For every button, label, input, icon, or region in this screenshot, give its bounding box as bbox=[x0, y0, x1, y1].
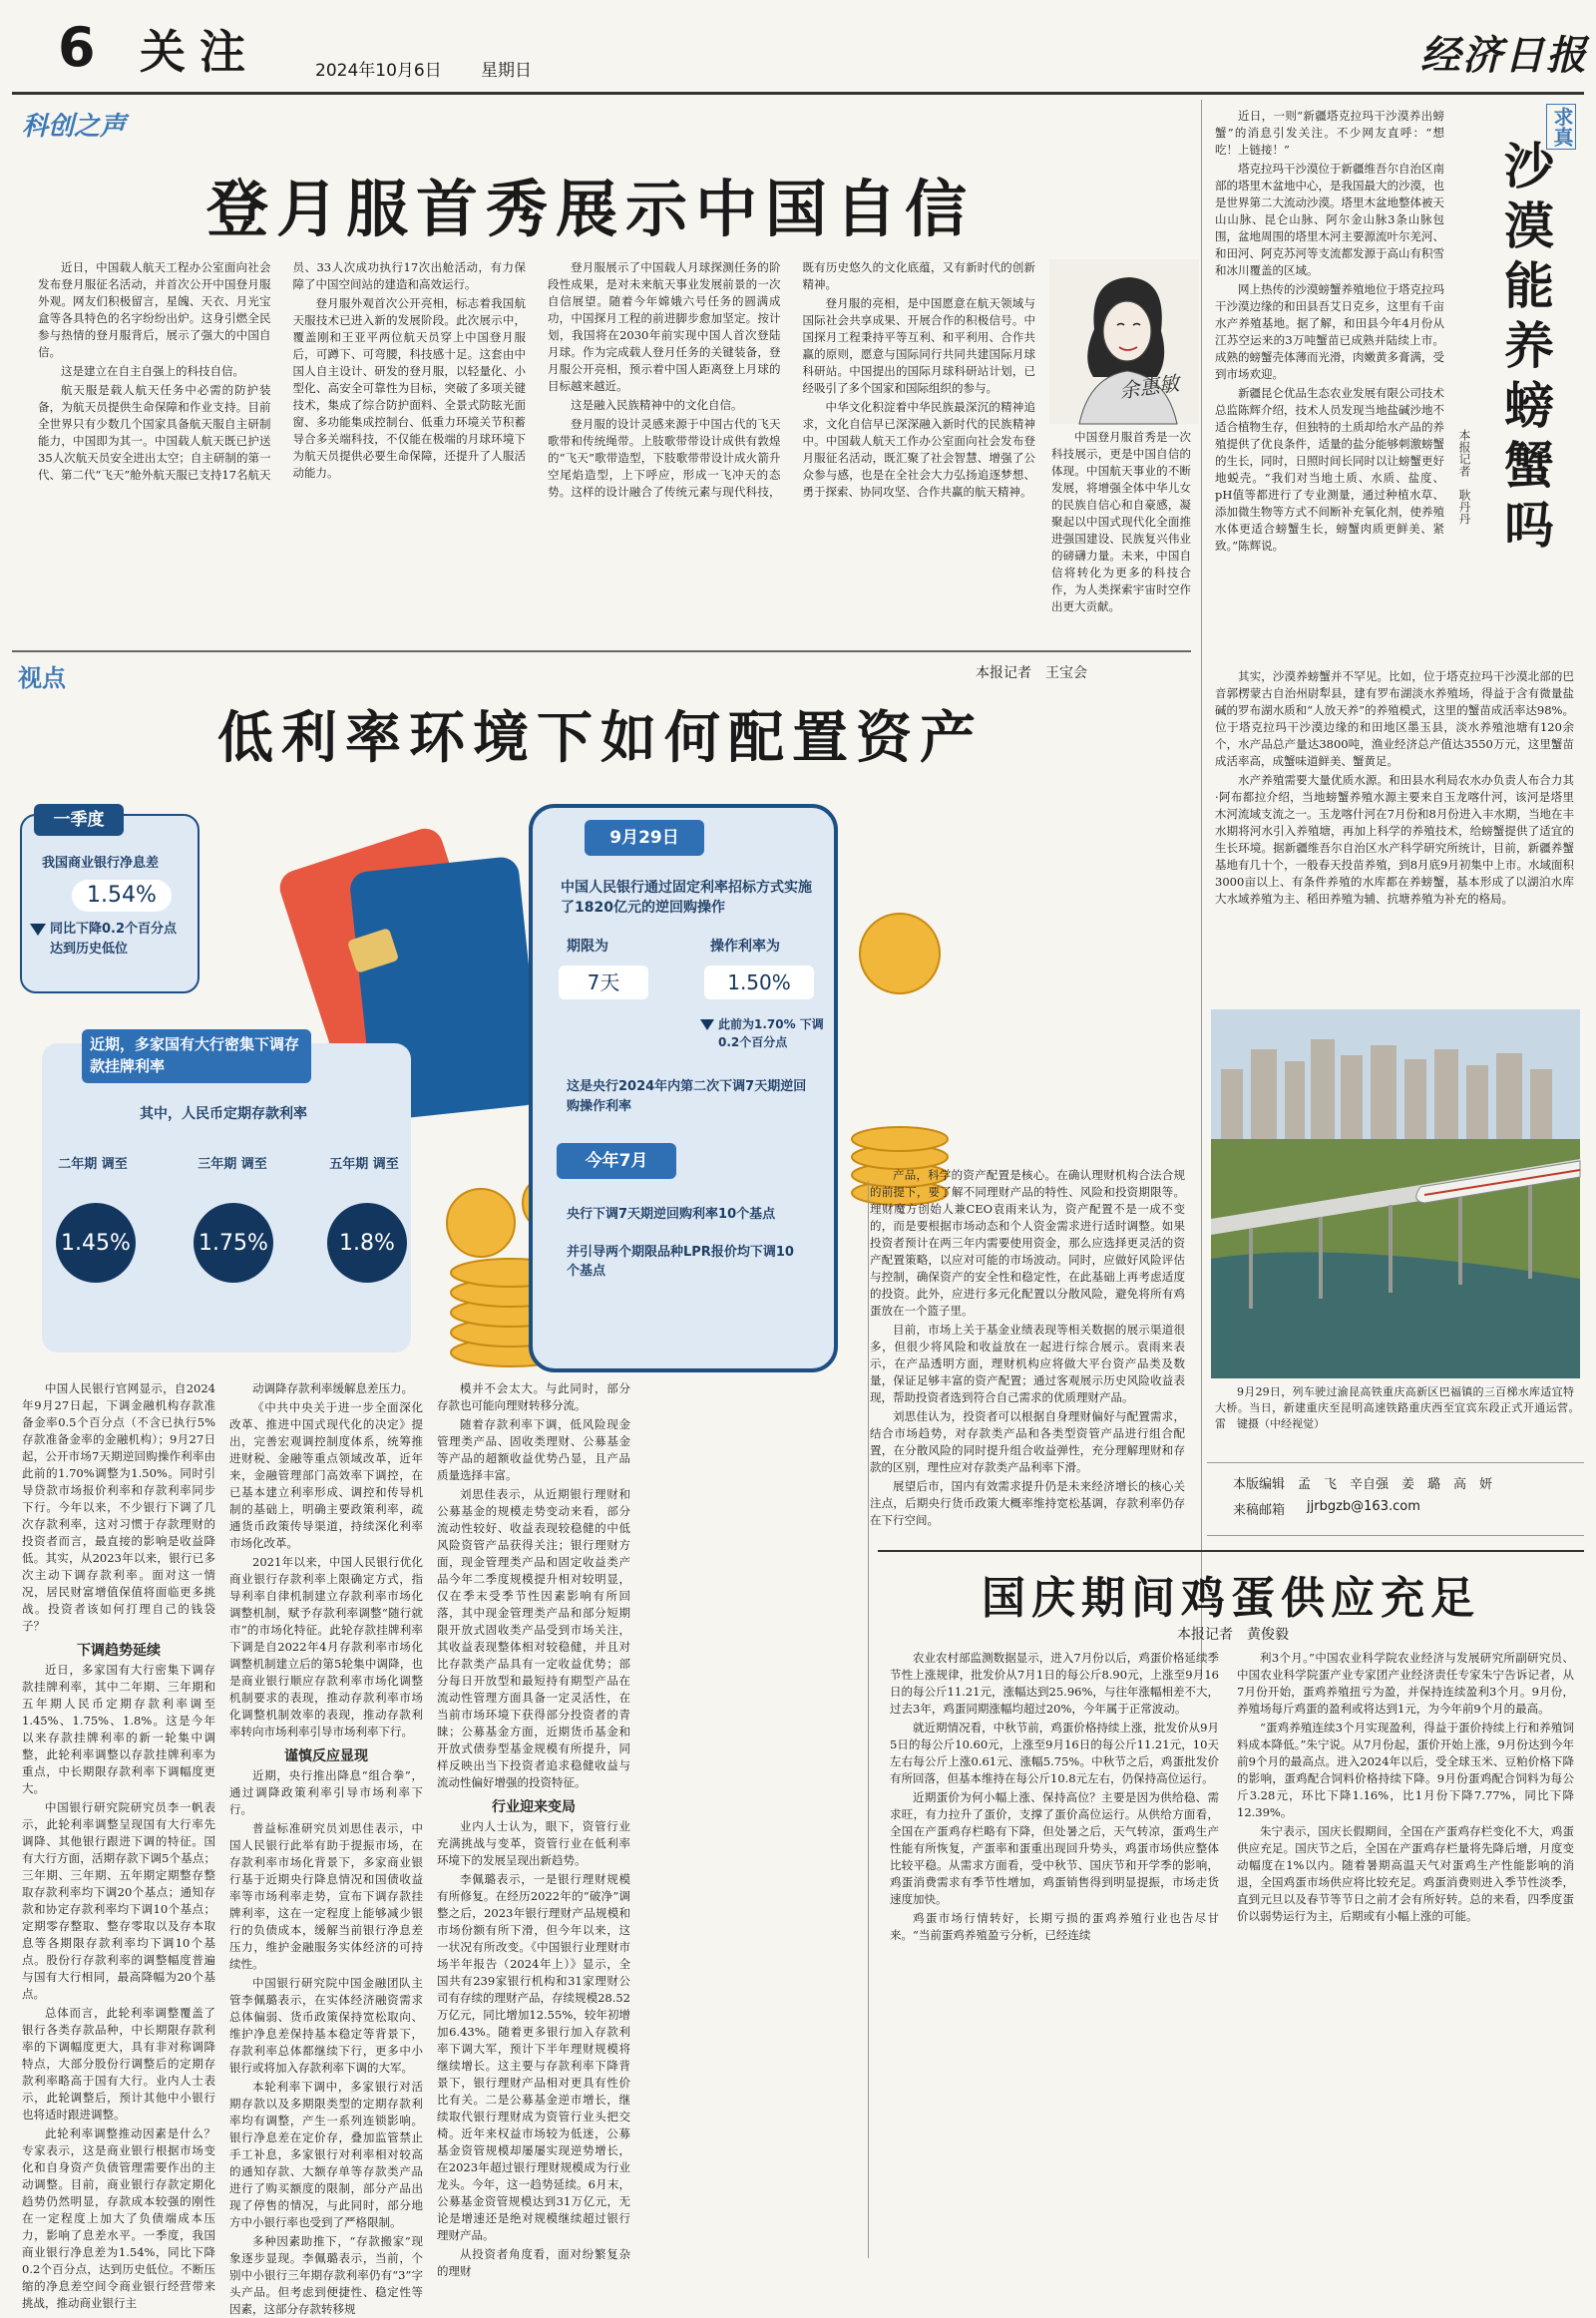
issue-date: 2024年10月6日 bbox=[315, 61, 442, 81]
author-signature: 余惠敏 bbox=[1117, 370, 1181, 404]
article2-paragraph: 展望后市，国内有效需求提升仍是未来经济增长的核心关注点，后期央行货币政策大概率维持宽松基调，存款利率仍存在下行空间。 bbox=[870, 1479, 1185, 1527]
article1-paragraph: 这是建立在自主自强上的科技自信。 bbox=[61, 364, 244, 378]
article2-paragraph: 李佩璐表示，一是银行理财规模有所修复。在经历2022年的“破净”调整之后，2023年银行理财产品规模和市场份额有所下滑，但今年以来，这一状况有所改变。《中国银行业理财市场半年报告（2024年上）》显示，全国共有239家银行机构和31家理财公司有存续的理财产品，存续规模28.52万亿元，同比增加12.55%，较年初增加6.43%。随着更多银行加入存款利率下调大军，预计下半年理财规模将继续增长。这主要与存款利率下降背景下，银行理财产品相对更具有性价比有关。二是公募基金逆市增长，继续取代银行理财成为资管行业头把交椅。近年来权益市场较为低迷，公募基金资管规模却屡屡实现逆势增长，在2023年超过银行理财规模成为行业龙头。今年，这一趋势延续。6月末，公募基金资管规模达到31万亿元，无论是增速还是绝对规模继续超过银行理财产品。 bbox=[437, 1872, 630, 2242]
article3-paragraph: 网上热传的沙漠螃蟹养殖地位于塔克拉玛干沙漠边缘的和田县吾艾日克乡，这里有千亩水产养殖基地。据了解，和田县今年4月份从江苏空运来的3万吨蟹苗已成熟并陆续上市。成熟的螃蟹壳体薄而光滑，肉嫩黄多膏满，受到市场欢迎。 bbox=[1215, 282, 1444, 381]
q1-note: 同比下降0.2个百分点 达到历史低位 bbox=[50, 922, 178, 957]
article1-paragraph: 登月服的设计灵感来源于中国古代的飞天歌带和传统绳带。上肢歌带带设计成供有敦煌的“飞天”歌带造型，下肢歌带带设计成火箭升空尾焰造型，上下呼应，形成一飞冲天的态势。这样的设计融合了传统元素与现代科技，既有历史悠久的文化底蕴，又有新时代的创新精神。 bbox=[548, 260, 1035, 499]
rate-label-2y: 二年期 调至 bbox=[58, 1157, 128, 1172]
article2-paragraph: 此轮利率调整推动因素是什么？专家表示，这是商业银行根据市场变化和自身资产负债管理需要作出的主动调整。目前，商业银行存款定期化趋势仍然明显，存款成本较强的刚性在一定程度上加大了负债端成本压力，影响了息差水平。一季度，我国商业银行净息差为1.54%，同比下降0.2个百分点，达到历史低位。不断压缩的净息差空间令商业银行经营带来挑战，推动商业银行主 bbox=[22, 2126, 215, 2310]
article4-paragraph: 利3个月。”中国农业科学院农业经济与发展研究所副研究员、中国农业科学院蛋产业专家团产业经济责任专家朱宁告诉记者，从7月份开始，蛋鸡养殖扭亏为盈，并保持连续盈利3个月。9月份，养殖场每斤鸡蛋的盈利或将达到1元，为今年前9个月的最高。 bbox=[1237, 1651, 1574, 1716]
article2-paragraph: 随着存款利率下调，低风险现金管理类产品、固收类理财、公募基金等产品的超额收益优势凸显，且产品质量选择丰富。 bbox=[437, 1417, 630, 1482]
article4-paragraph: 鸡蛋市场行情转好，长期亏损的蛋鸡养殖行业也告尽甘来。“当前蛋鸡养殖盈亏分析，已经连续 bbox=[890, 1911, 1219, 1942]
article2-paragraph: 模并不会太大。与此同时，部分存款也可能向理财转移分流。 bbox=[437, 1381, 630, 1412]
op-rate-note: 此前为1.70% 下调0.2个百分点 bbox=[718, 1017, 824, 1049]
article1-headline: 登月服首秀展示中国自信 bbox=[205, 173, 975, 245]
article2-col2 bbox=[229, 1380, 423, 2316]
submission-email[interactable]: jjrbgzb@163.com bbox=[1307, 1499, 1420, 1514]
article3-body-narrow bbox=[1215, 108, 1444, 676]
article3-paragraph: 其实，沙漠养螃蟹并不罕见。比如，位于塔克拉玛干沙漠北部的巴音郭楞蒙古自治州尉犁县，建有罗布湖淡水养殖场，得益于含有微量盐碱的罗布湖水质和“人放天养”的养殖模式，这里的蟹苗成活率达98%。位于塔克拉玛干沙漠边缘的和田地区墨玉县，淡水养殖池塘有120余个，水产品总产量达3800吨，渔业经济总产值达3550万元，这里蟹苗成活率高，成蟹味道鲜美、蟹黄足。 bbox=[1215, 669, 1574, 768]
article2-paragraph: 近日，多家国有大行密集下调存款挂牌利率，其中二年期、三年期和五年期人民币定期存款利率调至1.45%、1.75%、1.8%。这是今年以来存款挂牌利率的新一轮集中调整，此轮利率调整以存款挂牌利率为重点，中长期限存款利率下调幅度更大。 bbox=[22, 1663, 215, 1795]
column-tag-qiuzhen: 求真 bbox=[1546, 104, 1576, 150]
article2-subhead: 下调趋势延续 bbox=[77, 1643, 161, 1659]
article2-paragraph: 多种因素助推下，“存款搬家”现象逐步显现。李佩璐表示，当前，个别中小银行三年期存款利率仍有“3”字头产品。但考虑到便捷性、稳定性等因素，这部分存款转移规 bbox=[229, 2234, 423, 2316]
article4-paragraph: 朱宁表示，国庆长假期间，全国在产蛋鸡存栏变化不大，鸡蛋供应充足。国庆节之后，全国在产蛋鸡存栏量将先降后增，月度变动幅度在1%以内。随着暑期高温天气对蛋鸡生产性能影响的消退，全国鸡蛋市场供应将比较充足。鸡蛋消费则进入季节性淡季，直到元旦以及春节等节日之前才会有所好转。总的来看，四季度蛋价以弱势运行为主，后期或有小幅上涨的可能。 bbox=[1237, 1824, 1574, 1923]
section-divider bbox=[12, 650, 1191, 652]
article2-byline: 本报记者 王宝会 bbox=[976, 665, 1087, 681]
article-desert-crab bbox=[1207, 100, 1584, 997]
article2-subhead: 行业迎来变局 bbox=[492, 1799, 576, 1815]
article2-paragraph: 刘思佳表示，从近期银行理财和公募基金的规模走势变动来看，部分流动性较好、收益表现较稳健的中低风险资管产品获得关注；银行理财方面，现金管理类产品和固定收益类产品今年二季度规模提升相对较明显，仅在季末受季节性因素影响有所回落，其中现金管理类产品和部分短期限开放式固收类产品受到市场关注，其收益表现整体相对较稳健，并且对比存款类产品具有一定收益优势；部分每日开放型和最短持有期型产品在流动性管理方面具备一定灵活性，在当前市场环境下获得部分投资者的青睐；公募基金方面，近期货币基金和开放式债券型基金规模有所提升，同样反映出当下投资者追求稳健收益与流动性偏好增强的投资特征。 bbox=[437, 1487, 630, 1789]
article3-paragraph: 水产养殖需要大量优质水源。和田县水利局农水办负责人布合力其·阿布都拉介绍，当地螃蟹养殖水源主要来自玉龙喀什河，该河是塔里木河流域支流之一。玉龙喀什河在7月份和8月份进入丰水期，当地在丰水期将河水引入养殖塘，再加上科学的养殖技术，给螃蟹提供了适宜的生长环境。据新疆维吾尔自治区水产科学研究所统计，目前，新疆养蟹基地有几十个，一般春天投苗养殖，到8月底9月初集中上市。水域面积3000亩以上、有条件养殖的水库都在养螃蟹，基本形成了以湖泊水库大水域养殖为主、稻田养殖为辅、抗塘养殖为补充的格局。 bbox=[1215, 773, 1574, 906]
article4-headline: 国庆期间鸡蛋供应充足 bbox=[982, 1573, 1480, 1624]
article1-body-last bbox=[1051, 429, 1191, 658]
article4-paragraph: 就近期情况看，中秋节前，鸡蛋价格持续上涨，批发价从9月5日的每公斤10.60元，上涨至9月16日的每公斤11.21元，10天左右每公斤上涨0.61元、涨幅5.75%。中秋节之后，鸡蛋批发价有所回落，但基本维持在每公斤10.8元左右，仍保持高位运行。 bbox=[890, 1721, 1219, 1785]
down-arrow-icon bbox=[30, 924, 46, 936]
article2-col-divider bbox=[868, 1181, 869, 2258]
article4-paragraph: 农业农村部监测数据显示，进入7月份以后，鸡蛋价格延续季节性上涨规律，批发价从7月1日的每公斤8.90元，上涨至9月16日的每公斤11.21元，涨幅达到25.96%，与往年涨幅相差不大，过去3年，鸡蛋同期涨幅均超过20%，今年属于正常波动。 bbox=[890, 1651, 1219, 1716]
article2-paragraph: 中国银行研究院中国金融团队主管李佩璐表示，在实体经济融资需求总体偏弱、货币政策保持宽松取向、维护净息差保持基本稳定等背景下，存款利率总体都继续下行，更多中小银行或将加入存款利率下调的大军。 bbox=[229, 1976, 423, 2075]
recent-rates-label: 近期，多家国有大行密集下调存款挂牌利率 bbox=[82, 1029, 311, 1083]
article4-byline: 本报记者 黄俊毅 bbox=[1177, 1627, 1289, 1643]
article-moon-suit bbox=[12, 100, 1191, 658]
rate-title: 其中，人民币定期存款利率 bbox=[140, 1106, 307, 1122]
rate-value-5y: 1.8% bbox=[327, 1203, 407, 1283]
rate-label-3y: 三年期 调至 bbox=[198, 1157, 267, 1172]
article4-paragraph: 近期蛋价为何小幅上涨、保持高位？主要是因为供给稳、需求旺，有力拉升了蛋价，支撑了蛋价高位运行。从供给方面看，全国在产蛋鸡存栏略有下降，但处暑之后，天气转凉，蛋鸡生产性能有所恢复，产蛋率和蛋重出现回升势头，鸡蛋市场供应整体比较平稳。从需求方面看，受中秋节、国庆节和开学季的影响，鸡蛋消费需求有季节性增加，鸡蛋销售得到明显提振，市场走货速度加快。 bbox=[890, 1790, 1219, 1906]
second-cut-note: 这是央行2024年内第二次下调7天期逆回购操作利率 bbox=[567, 1079, 807, 1114]
july-item-2: 并引导两个期限品种LPR报价均下调10个基点 bbox=[567, 1245, 794, 1279]
article2-paragraph: 2021年以来，中国人民银行优化商业银行存款利率上限确定方式，指导利率自律机制建立存款利率市场化调整机制，赋予存款利率调整“随行就市”的市场化特征。此轮存款挂牌利率下调是自2022年4月存款利率市场化调整机制建立后的第5轮集中调降，也是商业银行顺应存款利率市场化调整机制要求的表现，推动存款利率市场化调整机制效率的表现，推动存款利率转向市场利率引导市场利率下行。 bbox=[229, 1555, 423, 1738]
q1-label: 一季度 bbox=[34, 804, 124, 836]
article4-paragraph: “蛋鸡养殖连续3个月实现盈利，得益于蛋价持续上行和养殖饲料成本降低。”朱宁说。从7月份起，蛋价开始上涨，9月份达到今年前9个月的最高点。进入2024年以后，受全球玉米、豆粕价格下降的影响，蛋鸡配合饲料价格持续下降。9月份蛋鸡配合饲料为每公斤3.28元，环比下降1.16%，比1月份下降7.77%，同比下降12.39%。 bbox=[1237, 1721, 1574, 1819]
article4-col1 bbox=[890, 1650, 1219, 2258]
article2-paragraph: 本轮利率下调中，多家银行对活期存款以及多期限类型的定期存款利率均有调整，产生一系列连锁影响。银行净息差在定价存，叠加监管禁止手工补息，多家银行对利率相对较高的通知存款、大额存单等存款类产品进行了购买额度的限制，部分产品出现了停售的情况，与此同时，部分地方中小银行率也受到了严格限制。 bbox=[229, 2080, 423, 2229]
masthead-rule bbox=[12, 92, 1584, 95]
high-speed-rail-photo bbox=[1211, 1009, 1580, 1378]
article1-paragraph: 登月服外观首次公开亮相，标志着我国航天服技术已进入新的发展阶段。此次展示中，覆盖刚和王亚平两位航天员穿上中国登月服后，可蹲下、可弯腰，科技感十足。这套由中国人自主设计、研发的登月服，以轻量化、小型化、高安全可靠性为目标，突破了多项关键技术，集成了综合防护面料、全景式防眩光面窗、多功能集成控制台、低重力环境关节积蓄导合多关端科技，不仅能在极端的月球环境下为航天员提供必要生命保障，还提升了人服活动能力。 bbox=[292, 296, 526, 480]
rate-label-5y: 五年期 调至 bbox=[329, 1157, 399, 1172]
right-column-divider bbox=[1201, 100, 1202, 1676]
term-label: 期限为 bbox=[567, 939, 608, 955]
photo-caption bbox=[1215, 1384, 1574, 1448]
editors-list: 本版编辑 孟 飞 辛自强 姜 璐 高 妍 bbox=[1233, 1477, 1493, 1492]
article3-body-wide bbox=[1215, 668, 1574, 997]
article2-paragraph: 总体而言，此轮利率调整覆盖了银行各类存款品种，中长期限存款利率的下调幅度更大，具有非对称调降特点，大部分股份行调整后的定期存款利率略高于国有大行。业内人士表示，此轮调整后，预计其他中小银行也将适时跟进调整。 bbox=[22, 2006, 215, 2122]
issue-weekday: 星期日 bbox=[481, 61, 532, 81]
submission-label: 来稿邮箱 bbox=[1233, 1503, 1286, 1518]
column-tag-kechuang: 科创之声 bbox=[22, 112, 127, 142]
article2-paragraph: 中国银行研究院研究员李一帆表示，此轮利率调整呈现国有大行率先调降、其他银行跟进下调的特征。国有大行方面，活期存款下调5个基点；三年期、三年期、五年期定期整存整取存款利率均下调20个基点；通知存款和协定存款利率均下调10个基点；定期零存整取、整存零取以及存本取息等各期限存款利率均下调10个基点。股份行存款利率的调整幅度普遍与国有大行相同，最高降幅为20个基点。 bbox=[22, 1800, 215, 2001]
article4-col2 bbox=[1237, 1650, 1574, 2258]
article2-paragraph: 《中共中央关于进一步全面深化改革、推进中国式现代化的决定》提出，完善宏观调控制度体系，统筹推进财税、金融等重点领域改革，近年来，金融管理部门高效率下调控，在已基本建立利率形成、调控和传导机制的基础上，明确主要政策利率，疏通货币政策传导渠道，持续深化利率市场化改革。 bbox=[229, 1400, 423, 1550]
rate-value-2y: 1.45% bbox=[56, 1203, 136, 1283]
article2-paragraph: 中国人民银行官网显示，自2024年9月27日起，下调金融机构存款准备金率0.5个百分点（不含已执行5%存款准备金率的金融机构）；9月27日起，公开市场7天期逆回购操作利率由此前的1.70%调整为1.50%。同时引导贷款市场报价利率和存款利率同步下行。今年以来，不少银行下调了几次存款利率，这对习惯于存款理财的投资者而言，最直接的影响是收益降低。其实，从2023年以来，银行已多次主动下调存款利率。面对这一情况，居民财富增值保值将面临更多挑战。投资者该如何打理自己的钱袋子？ bbox=[22, 1381, 215, 1633]
down-arrow-icon bbox=[700, 1019, 714, 1030]
column-tag-shidian: 视点 bbox=[18, 663, 66, 692]
editors-box bbox=[1207, 1462, 1584, 1536]
photo-credit: 雷 键摄（中经视觉） bbox=[1215, 1417, 1325, 1430]
article1-paragraph: 登月服的亮相，是中国愿意在航天领域与国际社会共享成果、开展合作的积极信号。中国探月工程秉持平等互利、和平利用、合作共赢的原则，愿意与国际同行共同共建国际月球科研站。中国提出的国际月球科研站计划，已经吸引了多个国家和国际组织的参与。 bbox=[802, 296, 1035, 395]
article1-paragraph: 这是融入民族精神中的文化自信。 bbox=[571, 398, 743, 412]
sep29-label: 9月29日 bbox=[585, 820, 704, 856]
article1-paragraph: 近日，中国载人航天工程办公室面向社会发布登月服征名活动，并首次公开中国登月服外观。网友们积极留言，星魄、天衣、月光宝盒等各具特色的名字纷纷出炉。这身引燃全民参与热情的登月服背后，展示了强大的中国自信。 bbox=[38, 260, 271, 359]
section-name: 关注 bbox=[140, 25, 259, 79]
article1-paragraph: 航天服是载人航天任务中必需的防护装备，为航天员提供生命保障和作业支持。目前全世界只有少数几个国家具备航天服自主研制能力，中国即为其一。中国载人航天既已护送35人次航天员安全进出太空；自主研制的第一代、第二代“飞天”舱外航天服已支持17名航天员、33人次成功执行17次出舱活动，有力保障了中国空间站的建造和高效运行。 bbox=[38, 260, 526, 482]
q1-text: 我国商业银行净息差 bbox=[42, 856, 160, 871]
article3-paragraph: 塔克拉玛干沙漠位于新疆维吾尔自治区南部的塔里木盆地中心，是我国最大的沙漠，也是世界第二大流动沙漠。塔里木盆地整体被天山山脉、昆仑山脉、阿尔金山脉3条山脉包围，盆地周围的塔里木河主要源流叶尔羌河、和田河、阿克苏河等支流都发源于高山有积雪和冰川覆盖的区域。 bbox=[1215, 162, 1444, 277]
q1-value: 1.54% bbox=[72, 880, 172, 912]
july-label: 今年7月 bbox=[557, 1143, 676, 1179]
article-eggs bbox=[878, 1540, 1584, 2261]
page-number: 6 bbox=[58, 16, 96, 79]
article2-paragraph: 刘思佳认为，投资者可以根据自身理财偏好与配置需求，结合市场趋势，对存款类产品和各类型资管产品进行组合配置，在分散风险的同时提升组合收益弹性，充分理解理财和存款的区别，理性应对存款类产品利率下滑。 bbox=[870, 1409, 1185, 1474]
sep29-text: 中国人民银行通过固定利率招标方式实施了1820亿元的逆回购操作 bbox=[561, 880, 812, 916]
masthead bbox=[0, 0, 1596, 92]
term-value: 7天 bbox=[559, 966, 648, 999]
photo-caption-text bbox=[1215, 1384, 1574, 1432]
article2-col1 bbox=[22, 1380, 215, 2310]
article2-paragraph: 目前，市场上关于基金业绩表现等相关数据的展示渠道很多，但很少将风险和收益放在一起进行综合展示。袁雨来表示，在产品透明方面，理财机构应将做大平台资产品类及数量，保证足够丰富的资产配置；通过客观展示历史风险收益表现，帮助投资者选到符合自己需求的优质理财产品。 bbox=[870, 1323, 1185, 1404]
article2-paragraph: 普益标准研究员刘思佳表示，中国人民银行此举有助于提振市场，在存款利率市场化背景下，多家商业银行基于近期央行降息情况和国债收益率等市场利率走势，宣布下调存款挂牌利率，这在一定程度上能够减少银行的负债成本，缓解当前银行净息差压力，维护金融服务实体经济的可持续性。 bbox=[229, 1821, 423, 1971]
article2-paragraph: 动调降存款利率缓解息差压力。 bbox=[252, 1381, 413, 1395]
article2-paragraph: 业内人士认为，眼下，资管行业充满挑战与变革，资管行业在低利率环境下的发展呈现出新趋势。 bbox=[437, 1819, 630, 1867]
photo-caption-body: 9月29日，列车驶过渝昆高铁重庆高新区巴福镇的三百梯水库适宜特大桥。当日，新建重庆至昆明高速铁路重庆西至宜宾东段正式开通运营。 bbox=[1215, 1385, 1574, 1414]
article2-col4 bbox=[870, 1167, 1185, 1556]
article3-paragraph: 新疆昆仑优品生态农业发展有限公司技术总监陈辉介绍，技术人员发现当地盐碱沙地不适合植物生存，但独特的土质却给水产品的养殖提供了优良条件，适量的盐分能够刺激螃蟹的生长，同时，日照时间长同时以让螃蟹更好地蜕壳。“我们对当地土质、水质、盐度、pH值等都进行了专业测量，通过种植水草、添加微生物等方式不间断补充氧化剂，使养殖水体更适合螃蟹生长，螃蟹肉质更鲜美、紧致。”陈辉说。 bbox=[1215, 386, 1444, 553]
article4-top-rule bbox=[878, 1550, 1584, 1552]
coin-stack-icon bbox=[840, 894, 960, 1213]
op-rate-label: 操作利率为 bbox=[710, 939, 780, 955]
july-item-1: 央行下调7天期逆回购利率10个基点 bbox=[567, 1207, 776, 1222]
article1-paragraph: 中华文化积淀着中华民族最深沉的精神追求，文化自信早已深深融入新时代的民族精神中。中国载人航天工作办公室面向社会发布登月服征名活动，既汇聚了社会智慧、增强了公众参与感，也是在全社会大力弘扬追逐梦想、勇于探索、协同攻坚、合作共赢的航天精神。 bbox=[802, 400, 1035, 499]
article2-headline: 低利率环境下如何配置资产 bbox=[217, 705, 984, 771]
article2-subhead: 谨慎反应显现 bbox=[284, 1748, 368, 1764]
op-rate-value: 1.50% bbox=[704, 966, 814, 999]
article2-paragraph: 从投资者角度看，面对纷繁复杂的理财 bbox=[437, 2247, 630, 2278]
article1-paragraph: 中国登月服首秀是一次科技展示，更是中国自信的体现。中国航天事业的不断发展，将增强全体中华儿女的民族自信心和自豪感，凝聚起以中国式现代化全面推进强国建设、民族复兴伟业的磅礴力量。未来，中国自信将转化为更多的科技合作，为人类探索宇宙时空作出更大贡献。 bbox=[1051, 430, 1191, 613]
paper-logo: 经济日报 bbox=[1420, 32, 1588, 79]
article1-paragraph: 登月服展示了中国载人月球探测任务的阶段性成果，是对未来航天事业发展前景的一次自信展望。随着今年嫦娥六号任务的圆满成功，中国探月工程的前进脚步愈加坚定。按计划，我国将在2030年前实现中国人首次登陆月球。作为完成载人登月任务的关键装备，登月服公开亮相，预示着中国人距离登上月球的目标越来越近。 bbox=[548, 260, 781, 393]
article1-body bbox=[38, 259, 1035, 658]
article3-paragraph: 近日，一则“新疆塔克拉玛干沙漠养出螃蟹”的消息引发关注。不少网友直呼：“想吃！上链接！” bbox=[1215, 109, 1444, 157]
recent-rates-box bbox=[42, 1043, 411, 1352]
article3-byline: 本报记者 耿丹丹 bbox=[1457, 429, 1471, 525]
article2-col3 bbox=[437, 1380, 630, 2278]
article2-paragraph: 产品，科学的资产配置是核心。在确认理财机构合法合规的前提下，要了解不同理财产品的特性、风险和投资期限等。理财魔方创始人兼CEO袁雨来认为，资产配置不是一成不变的，而是要根据市场动态和个人资金需求进行适时调整。如果投资者预计在两三年内需要使用资金，那么应选择更灵活的资产配置策略，以应对可能的市场波动。同时，应做好风险评估与控制，确保资产的安全性和稳定性，在此基础上再考虑适度的投资。此外，应进行多元化配置以分散风险，避免将所有鸡蛋放在一个篮子里。 bbox=[870, 1168, 1185, 1318]
article2-paragraph: 近期，央行推出降息“组合拳”，通过调降政策利率引导市场利率下行。 bbox=[229, 1768, 423, 1816]
rate-value-3y: 1.75% bbox=[194, 1203, 273, 1283]
article3-headline: 沙漠能养螃蟹吗 bbox=[1496, 140, 1555, 559]
